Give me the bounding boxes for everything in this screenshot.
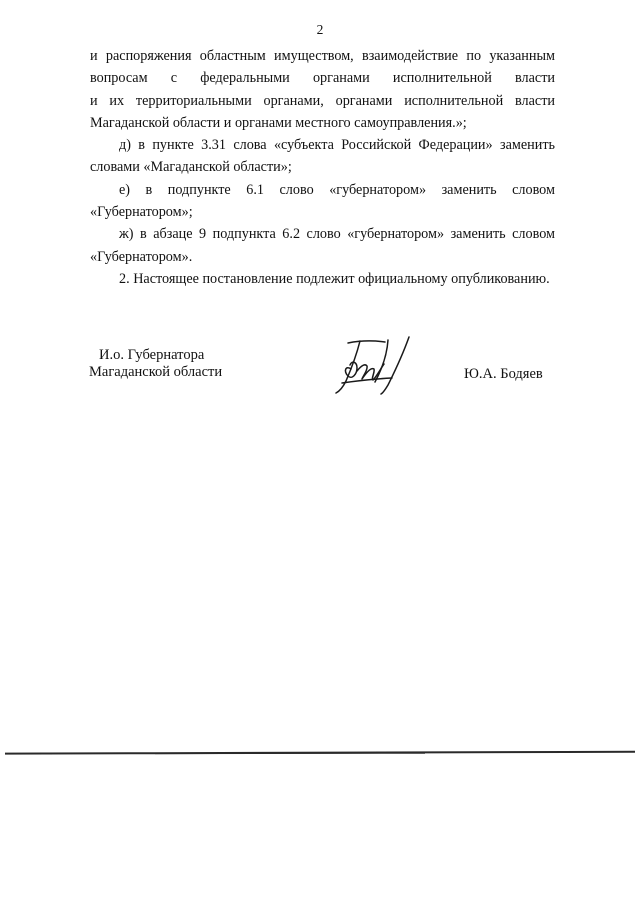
paragraph-publication: 2. Настоящее постановление подлежит официальному опубликованию.: [119, 270, 550, 287]
signatory-position-line1: И.о. Губернатора: [99, 347, 205, 363]
handwritten-signature: [330, 335, 415, 395]
paragraph-line: и распоряжения областным имуществом, взаимодействие по указанным: [90, 48, 555, 64]
paragraph-line: вопросам с федеральными органами исполнительной власти: [90, 70, 555, 87]
paragraph-item-zh: ж) в абзаце 9 подпункта 6.2 слово «губернатором» заменить словом «Губернатором».: [90, 226, 555, 265]
paragraph-line: Магаданской области и органами местного самоуправления.»;: [90, 114, 467, 131]
signatory-name: Ю.А. Бодяев: [464, 366, 543, 382]
signature-block: [0, 347, 640, 407]
paragraph-line: и их территориальными органами, органами исполнительной власти: [90, 92, 555, 109]
paragraph-continuation: [90, 45, 555, 134]
document-body: [90, 45, 555, 290]
paragraph-item-e: е) в подпункте 6.1 слово «губернатором» заменить словом «Губернатором»;: [90, 181, 555, 221]
page-number: 2: [316, 22, 324, 37]
signatory-position-line2: Магаданской области: [89, 364, 223, 380]
signatory-position: [89, 347, 222, 381]
bottom-scan-rule: [5, 751, 635, 755]
paragraph-item-d: д) в пункте 3.31 слова «субъекта Российской Федерации» заменить словами «Магаданской области»;: [90, 137, 555, 176]
